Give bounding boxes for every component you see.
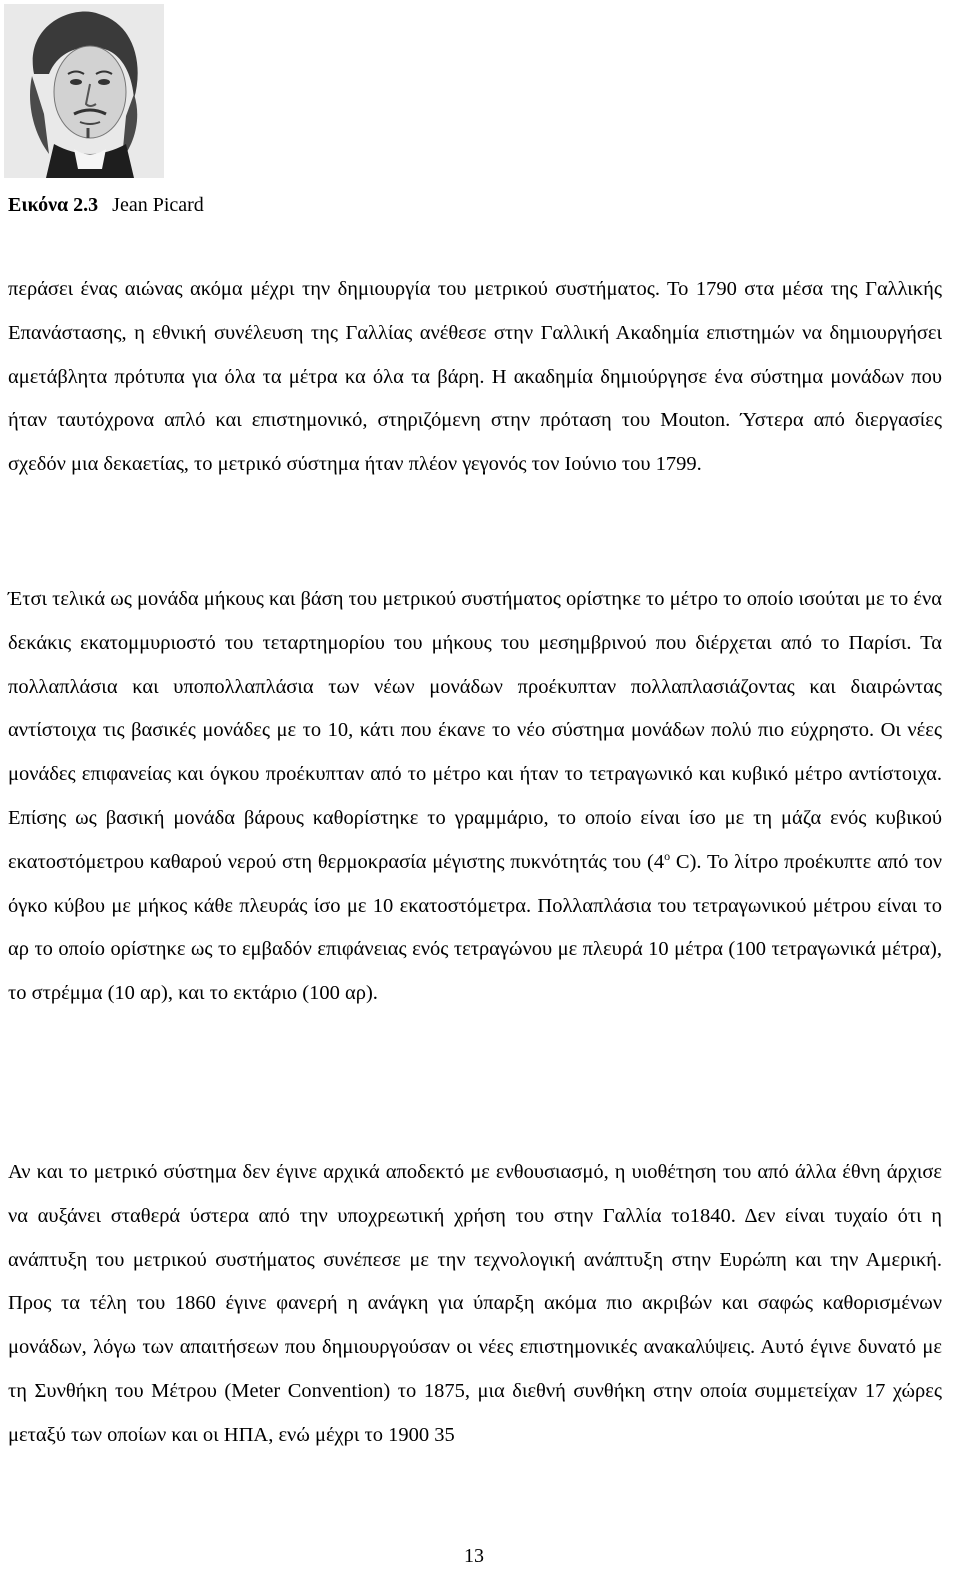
figure-caption (8, 192, 204, 218)
degree-superscript: ο (664, 848, 671, 863)
portrait-engraving-icon (4, 4, 164, 178)
paragraph-1: περάσει ένας αιώνας ακόμα μέχρι την δημιουργία του μετρικού συστήματος. Το 1790 στα μέσα της Γαλλικής Επανάστασης, η εθνική συνέλευση της Γαλλίας ανέθεσε στην Γαλλική Ακαδημία επιστημών να δημιουργήσει αμετάβλητα πρότυπα για όλα τα μέτρα κα όλα τα βάρη. Η ακαδημία δημιούργησε ένα σύστημα μονάδων που ήταν ταυτόχρονα απλό και επιστημονικό, στηριζόμενη στην πρόταση του Mouton. Ύστερα από διεργασίες σχεδόν μια δεκαετίας, το μετρικό σύστημα ήταν πλέον γεγονός τον Ιούνιο του 1799. (8, 278, 942, 476)
paragraph-2 (8, 578, 942, 1016)
figure-caption-name: Jean Picard (112, 194, 204, 216)
page-number: 13 (464, 1545, 484, 1567)
portrait-engraving-image (4, 4, 164, 178)
paragraph-2-part-2: C). Το λίτρο προέκυπτε από τον όγκο κύβου με μήκος κάθε πλευράς ίσο με 10 εκατοστόμετρα. Πολλαπλάσια του τετραγωνικού μέτρου είναι το αρ το οποίο ορίστηκε ως το εμβαδόν επιφάνειας ενός τετραγώνου με πλευρά 10 μέτρα (100 τετραγωνικά μέτρα), το στρέμμα (10 αρ), και το εκτάριο (100 αρ). (8, 850, 942, 1005)
paragraph-2-part-1: Έτσι τελικά ως μονάδα μήκους και βάση του μετρικού συστήματος ορίστηκε το μέτρο το οποίο ισούται με το ένα δεκάκις εκατομμυριοστό του τεταρτημορίου του μήκους του μεσημβρινού που διέρχεται από το Παρίσι. Τα πολλαπλάσια και υποπολλαπλάσια των νέων μονάδων προέκυπταν πολλαπλασιάζοντας και διαιρώντας αντίστοιχα τις βασικές μονάδες με το 10, κάτι που έκανε το νέο σύστημα μονάδων πολύ πιο εύχρηστο. Οι νέες μονάδες επιφανείας και όγκου προέκυπταν από το μέτρο και ήταν το τετραγωνικό και κυβικό μέτρο αντίστοιχα. Επίσης ως βασική μονάδα βάρους καθορίστηκε το γραμμάριο, το οποίο είναι ίσο με τη μάζα ενός κυβικού εκατοστόμετρου καθαρού νερού στη θερμοκρασία μέγιστης πυκνότητάς του (4 (8, 588, 943, 873)
figure-caption-label: Εικόνα 2.3 (8, 194, 99, 216)
paragraph-3: Αν και το μετρικό σύστημα δεν έγινε αρχικά αποδεκτό με ενθουσιασμό, η υιοθέτηση του από άλλα έθνη άρχισε να αυξάνει σταθερά ύστερα από την υποχρεωτική χρήση του στην Γαλλία το1840. Δεν είναι τυχαίο ότι η ανάπτυξη του μετρικού συστήματος συνέπεσε με την τεχνολογική ανάπτυξη στην Ευρώπη και την Αμερική. Προς τα τέλη του 1860 έγινε φανερή η ανάγκη για ύπαρξη ακόμα πιο ακριβών και σαφώς καθορισμένων μονάδων, λόγω των απαιτήσεων που δημιουργούσαν οι νέες επιστημονικές ανακαλύψεις. Αυτό έγινε δυνατό με τη Συνθήκη του Μέτρου (Meter Convention) το 1875, μια διεθνή συνθήκη στην οποία συμμετείχαν 17 χώρες μεταξύ των οποίων και οι ΗΠΑ, ενώ μέχρι το 1900 35 (8, 1161, 942, 1446)
